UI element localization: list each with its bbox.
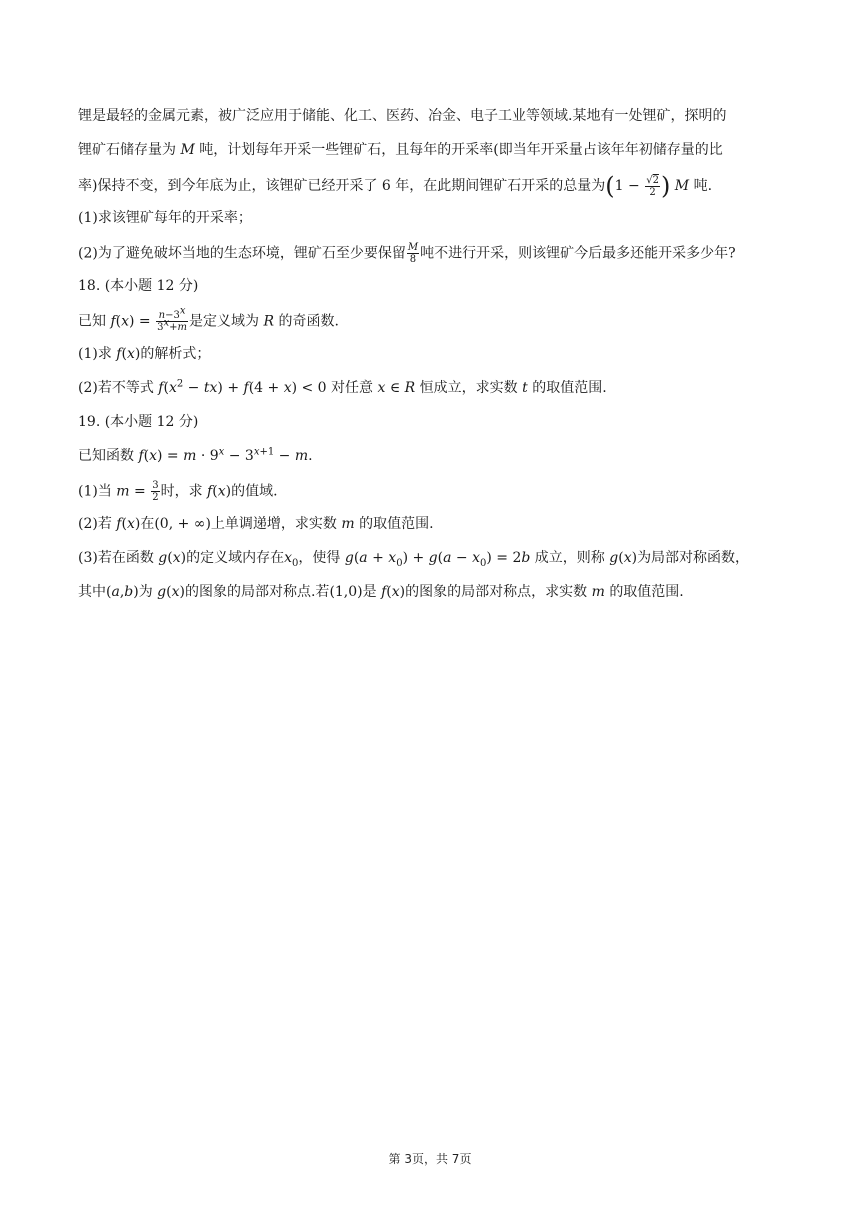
document-content: [78, 106, 784, 616]
p18-header: 18. (本小题 12 分): [78, 278, 199, 294]
p17-intro-line-1: 锂是最轻的金属元素，被广泛应用于储能、化工、医药、冶金、电子工业等领域.某地有一处锂矿，探明的: [78, 108, 727, 124]
p19-part-3-line-1: (3)若在函数 g(x)的定义域内存在$x_0$，使得 $g(a + x_0) + g(a - x_0) = 2b$ 成立，则称 g(x)为局部对称函数，: [78, 550, 750, 569]
f-definition-fraction: $\frac{n-3^x}{3^x+m}$: [157, 305, 187, 333]
m-over-8-fraction: $\frac{M}{8}$: [407, 242, 419, 265]
p17-part-1: (1)求该锂矿每年的开采率；: [78, 210, 252, 226]
p18-statement: 已知 f(x) = $\frac{n-3^x}{3^x+m}$ 是定义域为 R 的奇函数.: [78, 305, 339, 333]
page-footer: 第 3页，共 7页: [388, 1152, 472, 1166]
sqrt2-over-2-fraction: $\frac{√2}{2}$: [646, 174, 659, 198]
p19-header: 19. (本小题 12 分): [78, 414, 199, 430]
p18-part-2: (2)若不等式 $f(x^2 - tx) + f(4 + x) < 0$ 对任意 x ∈ R 恒成立，求实数 t 的取值范围.: [78, 378, 607, 396]
p17-intro-line-3: 率)保持不变，到今年底为止，该锂矿已经开采了 6 年，在此期间锂矿石开采的总量为(1 − $\frac{√2}{2}$ ) M 吨.: [78, 172, 713, 200]
p17-intro-line-2: 锂矿石储存量为 M 吨，计划每年开采一些锂矿石，且每年的开采率(即当年开采量占该年年初储存量的比: [78, 142, 723, 158]
p19-part-1: (1)当 m = $\frac{3}{2}$ 时，求 f(x)的值域.: [78, 480, 278, 503]
three-halves-fraction: $\frac{3}{2}$: [152, 480, 159, 503]
p17-part-2: (2)为了避免破坏当地的生态环境，锂矿石至少要保留 $\frac{M}{8}$ 吨不进行开采，则该锂矿今后最多还能开采多少年?: [78, 242, 736, 265]
p18-part-1: (1)求 f(x)的解析式；: [78, 346, 211, 362]
p19-statement: 已知函数 $f(x) = m \cdot 9^x - 3^{x+1} - m$.: [78, 446, 313, 464]
p19-part-3-line-2: 其中(a,b)为 g(x)的图象的局部对称点.若(1,0)是 f(x)的图象的局部对称点，求实数 m 的取值范围.: [78, 584, 684, 600]
p19-part-2: (2)若 f(x)在(0, + ∞)上单调递增，求实数 m 的取值范围.: [78, 516, 434, 532]
